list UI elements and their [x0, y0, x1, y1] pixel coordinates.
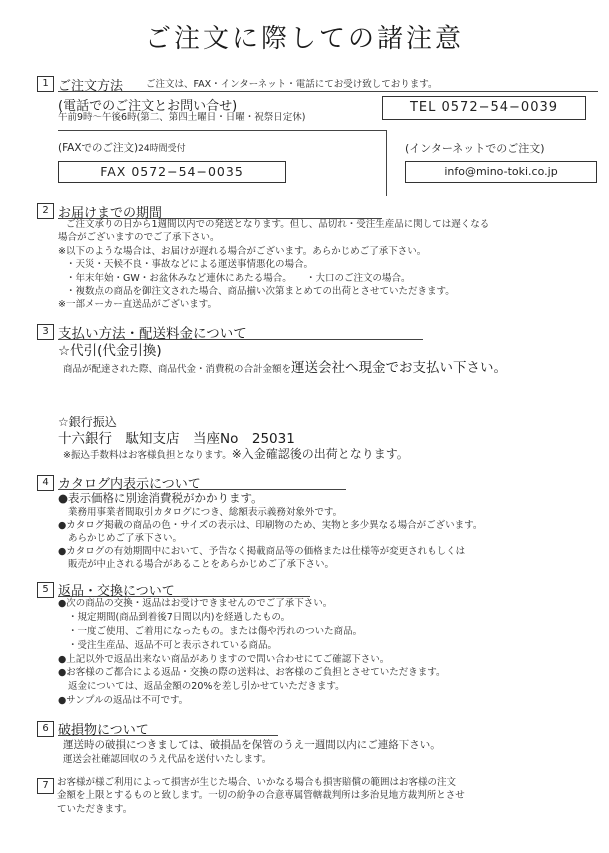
- delivery-line: ・天災・天候不良・事故などによる運送事情悪化の場合。: [66, 259, 314, 271]
- fax-order-heading-label: (FAXでのご注文): [58, 142, 139, 154]
- liability-line: ていただきます。: [57, 803, 133, 815]
- liability-line: お客様が様ご利用によって損害が生じた場合、いかなる場合も損害賠償の範囲はお客様の注文: [57, 777, 457, 788]
- fax-order-note: 24時間受付: [138, 144, 186, 154]
- catalog-bullet-color-sub: あらかじめご了承下さい。: [68, 533, 183, 544]
- catalog-bullet-color: ● カタログ掲載の商品の色・サイズの表示は、印刷物のため、実物と多少異なる場合がございます。: [58, 519, 482, 532]
- damaged-line-1: 運送時の破損につきましては、破損品を保管のうえ一週間以内にご連絡下さい。: [63, 739, 441, 751]
- delivery-line: ・年末年始・GW・お盆休みなど連休にあたる場合。 ・大口のご注文の場合。: [66, 272, 411, 284]
- section-6-rule: [58, 735, 278, 736]
- cod-heading: ☆代引(代金引換): [58, 343, 162, 359]
- section-heading-delivery-period: お届けまでの期間: [58, 206, 163, 221]
- section-heading-damaged: 破損物について: [58, 723, 149, 738]
- page-title: ご注文に際しての諸注意: [144, 24, 464, 54]
- damaged-line-2: 運送会社確認回収のうえ代品を送付いたします。: [63, 754, 272, 765]
- bank-note: [63, 443, 409, 462]
- section-number-6: 6: [37, 721, 54, 737]
- cod-text-part-2: 運送会社へ現金でお支払い下さい。: [291, 360, 508, 376]
- section-number-5: 5: [37, 582, 54, 598]
- section-heading-returns: 返品・交換について: [58, 584, 175, 599]
- delivery-line: ご注文承りの日から1週間以内での発送となります。但し、品切れ・受注生産品に関しては遅くなる: [66, 219, 490, 230]
- returns-sub-item: ・一度ご使用、ご着用になったもの。または傷や汚れのついた商品。: [68, 626, 363, 637]
- returns-bullet-not-accepted: ● 次の商品の交換・返品はお受けできませんのでご了承下さい。: [58, 597, 332, 610]
- section-1-divider: [58, 130, 386, 131]
- catalog-bullet-tax-sub: 業務用事業者間取引カタログにつき、総額表示義務対象外です。: [68, 507, 343, 518]
- section-number-4: 4: [37, 475, 54, 491]
- fax-number-box: FAX 0572−54−0035: [58, 161, 286, 183]
- returns-sub-item: ・受注生産品、返品不可と表示されている商品。: [68, 640, 278, 651]
- delivery-period-text: [58, 218, 489, 312]
- email-address-box[interactable]: info@mino-toki.co.jp: [405, 161, 597, 183]
- order-method-intro: ご注文は、FAX・インターネット・電話にてお受け致しております。: [146, 79, 438, 90]
- bank-note-fee: ※振込手数料はお客様負担となります。: [63, 450, 232, 461]
- section-1-rule: [58, 91, 598, 92]
- bank-note-shipping: ※入金確認後の出荷となります。: [231, 447, 409, 461]
- catalog-bullet-price-change: ● カタログの有効期間中において、予告なく掲載商品等の価格または仕様等が変更されもしくは: [58, 545, 465, 558]
- cod-text-part-1: 商品が配達された際、商品代金・消費税の合計金額を: [63, 364, 292, 375]
- section-number-3: 3: [37, 324, 54, 340]
- section-number-7: 7: [37, 778, 54, 794]
- fax-order-heading: [58, 140, 186, 155]
- section-heading-order-method: ご注文方法: [58, 79, 124, 94]
- section-number-2: 2: [37, 203, 54, 219]
- bank-account: 十六銀行 駄知支店 当座No 25031: [58, 431, 295, 447]
- catalog-bullet-tax: ● 表示価格に別途消費税がかかります。: [58, 490, 263, 506]
- returns-bullet-sample: ● サンプルの返品は不可です。: [58, 694, 188, 707]
- liability-text: [57, 776, 465, 816]
- liability-line: 金額を上限とするものと致します。一切の紛争の合意専属管轄裁判所は多治見地方裁判所とさせ: [57, 790, 465, 802]
- delivery-line: ※以下のような場合は、お届けが遅れる場合がございます。あらかじめご了承下さい。: [58, 245, 427, 257]
- delivery-line: 場合がございますのでご了承下さい。: [58, 232, 220, 244]
- returns-refund-note: 返金については、返品金額の20%を差し引かせていただきます。: [68, 681, 345, 692]
- section-heading-catalog: カタログ内表示について: [58, 477, 201, 492]
- cod-text: [63, 356, 507, 376]
- returns-bullet-inquire: ● 上記以外で返品出来ない商品がありますので問い合わせにてご確認下さい。: [58, 653, 389, 666]
- returns-bullet-shipping-fee: ● お客様のご都合による返品・交換の際の送料は、お客様のご負担とさせていただきます。: [58, 666, 446, 679]
- returns-sub-item: ・規定期間(商品到着後7日間以内)を経過したもの。: [68, 612, 291, 623]
- bank-transfer-heading: ☆銀行振込: [58, 415, 117, 429]
- section-number-1: 1: [37, 76, 54, 92]
- internet-order-heading: (インターネットでのご注文): [405, 142, 545, 155]
- phone-hours: 午前9時～午後6時(第二、第四土曜日・日曜・祝祭日定休): [58, 112, 306, 123]
- catalog-bullet-price-change-sub: 販売が中止される場合があることをあらかじめご了承下さい。: [68, 559, 335, 570]
- phone-order-heading: (電話でのご注文とお問い合せ): [58, 99, 238, 114]
- delivery-line: ※一部メーカー直送品がございます。: [58, 299, 218, 311]
- section-1-vertical-divider: [386, 130, 387, 196]
- tel-number-box: TEL 0572−54−0039: [382, 96, 586, 120]
- section-heading-payment: 支払い方法・配送料金について: [58, 326, 247, 342]
- delivery-line: ・複数点の商品を御注文された場合、商品揃い次第まとめての出荷とさせていただきます。: [66, 285, 455, 297]
